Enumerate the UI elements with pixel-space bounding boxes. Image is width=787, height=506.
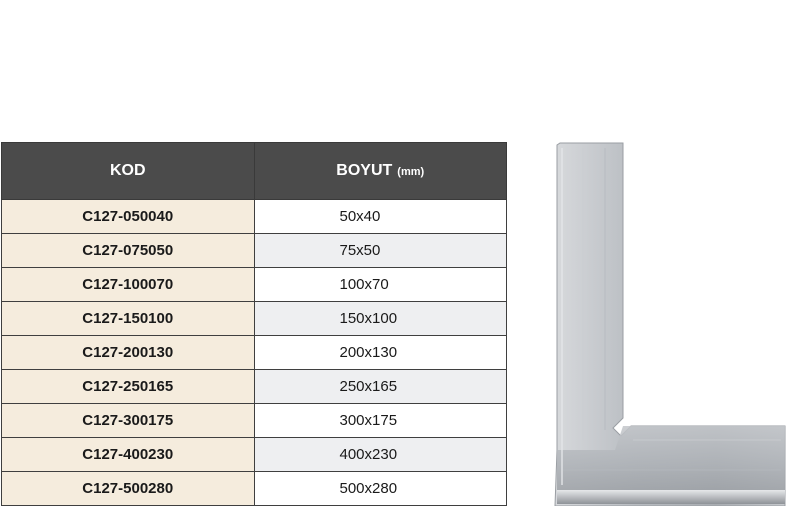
table-row	[2, 336, 507, 370]
code-cell: C127-500280	[2, 472, 255, 506]
table-row	[2, 302, 507, 336]
table-row	[2, 438, 507, 472]
column-header-size-unit: (mm)	[397, 166, 425, 178]
code-cell: C127-050040	[2, 200, 255, 234]
size-cell: 50x40	[254, 200, 507, 234]
product-spec-table	[1, 142, 507, 506]
code-cell: C127-400230	[2, 438, 255, 472]
column-header-code-label: KOD	[109, 162, 146, 179]
code-cell: C127-250165	[2, 370, 255, 404]
size-cell: 500x280	[254, 472, 507, 506]
code-cell: C127-150100	[2, 302, 255, 336]
table-row	[2, 472, 507, 506]
size-cell: 150x100	[254, 302, 507, 336]
size-cell: 300x175	[254, 404, 507, 438]
table-row	[2, 370, 507, 404]
column-header-size	[254, 143, 507, 200]
table-row	[2, 268, 507, 302]
steel-square-ruler-icon	[553, 140, 787, 506]
column-header-code	[2, 143, 255, 200]
code-cell: C127-200130	[2, 336, 255, 370]
code-cell: C127-075050	[2, 234, 255, 268]
table-row	[2, 234, 507, 268]
size-cell: 75x50	[254, 234, 507, 268]
table-row	[2, 404, 507, 438]
table-row	[2, 200, 507, 234]
column-header-size-label: BOYUT	[336, 162, 393, 179]
size-cell: 250x165	[254, 370, 507, 404]
code-cell: C127-300175	[2, 404, 255, 438]
size-cell: 400x230	[254, 438, 507, 472]
size-cell: 200x130	[254, 336, 507, 370]
table-header-row	[2, 143, 507, 200]
code-cell: C127-100070	[2, 268, 255, 302]
size-cell: 100x70	[254, 268, 507, 302]
